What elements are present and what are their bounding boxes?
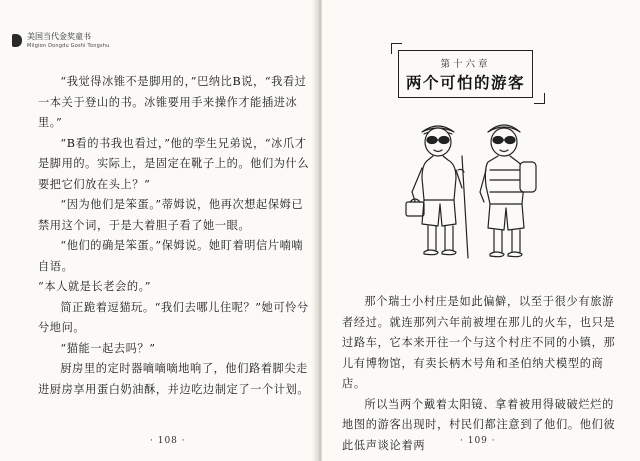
chapter-title: 两个可怕的游客 [405,74,525,92]
two-tourists-illustration [400,112,550,272]
paragraph: 简正跪着逗猫玩。“我们去哪儿住呢？”她可怜兮兮地问。 [38,300,309,334]
chapter-number: 第十六章 [440,59,491,70]
paragraph: “猫能一起去吗？” [60,341,156,355]
paragraph: “B看的书我也看过，”他的孪生兄弟说，“冰爪才是脚用的。实际上，是固定在靴子上的。他们为什么要把它们放在头上？” [38,136,310,191]
page-number-left: · 108 · [150,436,186,446]
paragraph: “本人就是长老会的。” [38,280,152,293]
right-body-text [342,292,624,456]
series-logo-icon [12,34,22,47]
chapter-heading-box [398,50,533,98]
paragraph: 那个瑞士小村庄是如此偏僻，以至于很少有旅游者经过。就连那列六年前被埋在那儿的火车，也只是过路车，它本来开往一个与这个村庄不同的小镇，那儿有博物馆，有卖长柄木号角和圣伯纳犬模型的商店。 [342,295,616,390]
left-body-text [38,72,313,400]
series-subtitle: Milgion Dongdu Goshi Tongshu [27,43,110,49]
paragraph: 所以当两个戴着太阳镜、拿着被用得破破烂烂的地图的游客出现时，村民们都注意到了他们。他们彼此低声谈论着两 [342,397,616,452]
paragraph: “他们的确是笨蛋。”保姆说。她盯着明信片喃喃自语。 [38,239,304,273]
paragraph: “因为他们是笨蛋。”蒂姆说，他再次想起保姆已禁用这个词，于是大着胆子看了她一眼。 [38,198,304,232]
left-page [0,0,318,461]
chapter-frame-corner [534,93,545,104]
paragraph: “我觉得冰锥不是脚用的，”巴纳比B说，“我看过一本关于登山的书。冰锥要用手来操作才能插进冰里。” [38,75,307,129]
paragraph: 厨房里的定时器嘀嘀嘀地响了，他们路着脚尖走进厨房享用蛋白奶油酥，并边吃边制定了一个计划。 [38,362,310,396]
series-title: 美国当代金奖童书 [27,32,91,41]
page-number-right: · 109 · [460,436,496,446]
